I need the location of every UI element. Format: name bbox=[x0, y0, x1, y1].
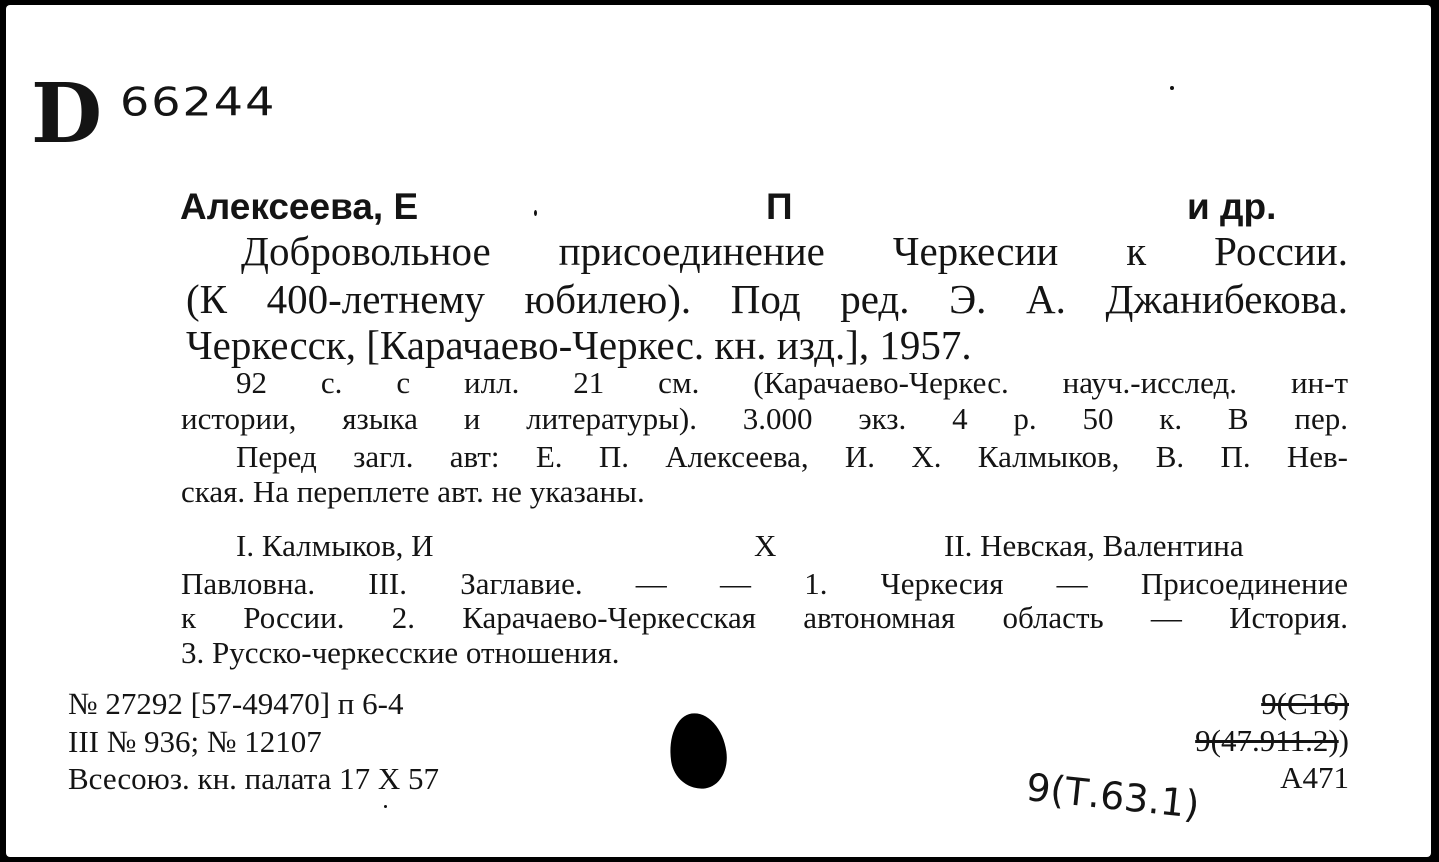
title-line-1: Добровольное присоединение Черкесии к России. bbox=[241, 228, 1348, 274]
title-line-3: Черкесск, [Карачаево-Черкес. кн. изд.], 1957. bbox=[186, 322, 972, 368]
author-suffix: и др. bbox=[1187, 186, 1277, 227]
subject-line-2: Павловна. III. Заглавие. — — 1. Черкесия — Присоединение bbox=[181, 566, 1348, 601]
speck bbox=[1170, 86, 1174, 90]
footer-line-1: № 27292 [57-49470] п 6-4 bbox=[68, 686, 404, 721]
subject-mid: Х bbox=[754, 528, 777, 563]
handwritten-id: 66244 bbox=[120, 79, 277, 125]
class-close-paren: ) bbox=[1338, 723, 1349, 758]
description-line-1: 92 с. с илл. 21 см. (Карачаево-Черкес. науч.-исслед. ин-т bbox=[236, 365, 1348, 400]
speck bbox=[384, 805, 387, 808]
subject-line-3: к России. 2. Карачаево-Черкесская автономная область — История. bbox=[181, 600, 1348, 635]
ink-blot bbox=[665, 709, 731, 792]
speck bbox=[534, 210, 537, 216]
description-line-4: ская. На переплете авт. не указаны. bbox=[181, 474, 645, 509]
class-struck-2: 9(47.911.2) bbox=[1195, 723, 1339, 758]
catalog-card bbox=[6, 5, 1431, 857]
author-initial: П bbox=[766, 186, 793, 227]
subject-left: I. Калмыков, И bbox=[236, 528, 434, 563]
title-line-2: (К 400-летнему юбилею). Под ред. Э. А. Джанибекова. bbox=[186, 276, 1348, 322]
class-code: А471 bbox=[1280, 760, 1349, 795]
description-line-3: Перед загл. авт: Е. П. Алексеева, И. Х. Калмыков, В. П. Нев- bbox=[236, 439, 1348, 474]
handwritten-classification: 9(Т.63.1) bbox=[1024, 765, 1202, 827]
class-line-2 bbox=[1195, 725, 1349, 756]
stamp-letter: D bbox=[31, 66, 103, 162]
author-surname: Алексеева, Е bbox=[180, 186, 419, 227]
subject-line-4: 3. Русско-черкесские отношения. bbox=[181, 635, 620, 670]
subject-right: II. Невская, Валентина bbox=[944, 528, 1244, 563]
footer-line-3: Всесоюз. кн. палата 17 Х 57 bbox=[68, 761, 440, 796]
class-struck-1: 9(С16) bbox=[1261, 686, 1349, 721]
description-line-2: истории, языка и литературы). 3.000 экз. 4 р. 50 к. В пер. bbox=[181, 401, 1348, 436]
footer-line-2: III № 936; № 12107 bbox=[68, 724, 322, 759]
